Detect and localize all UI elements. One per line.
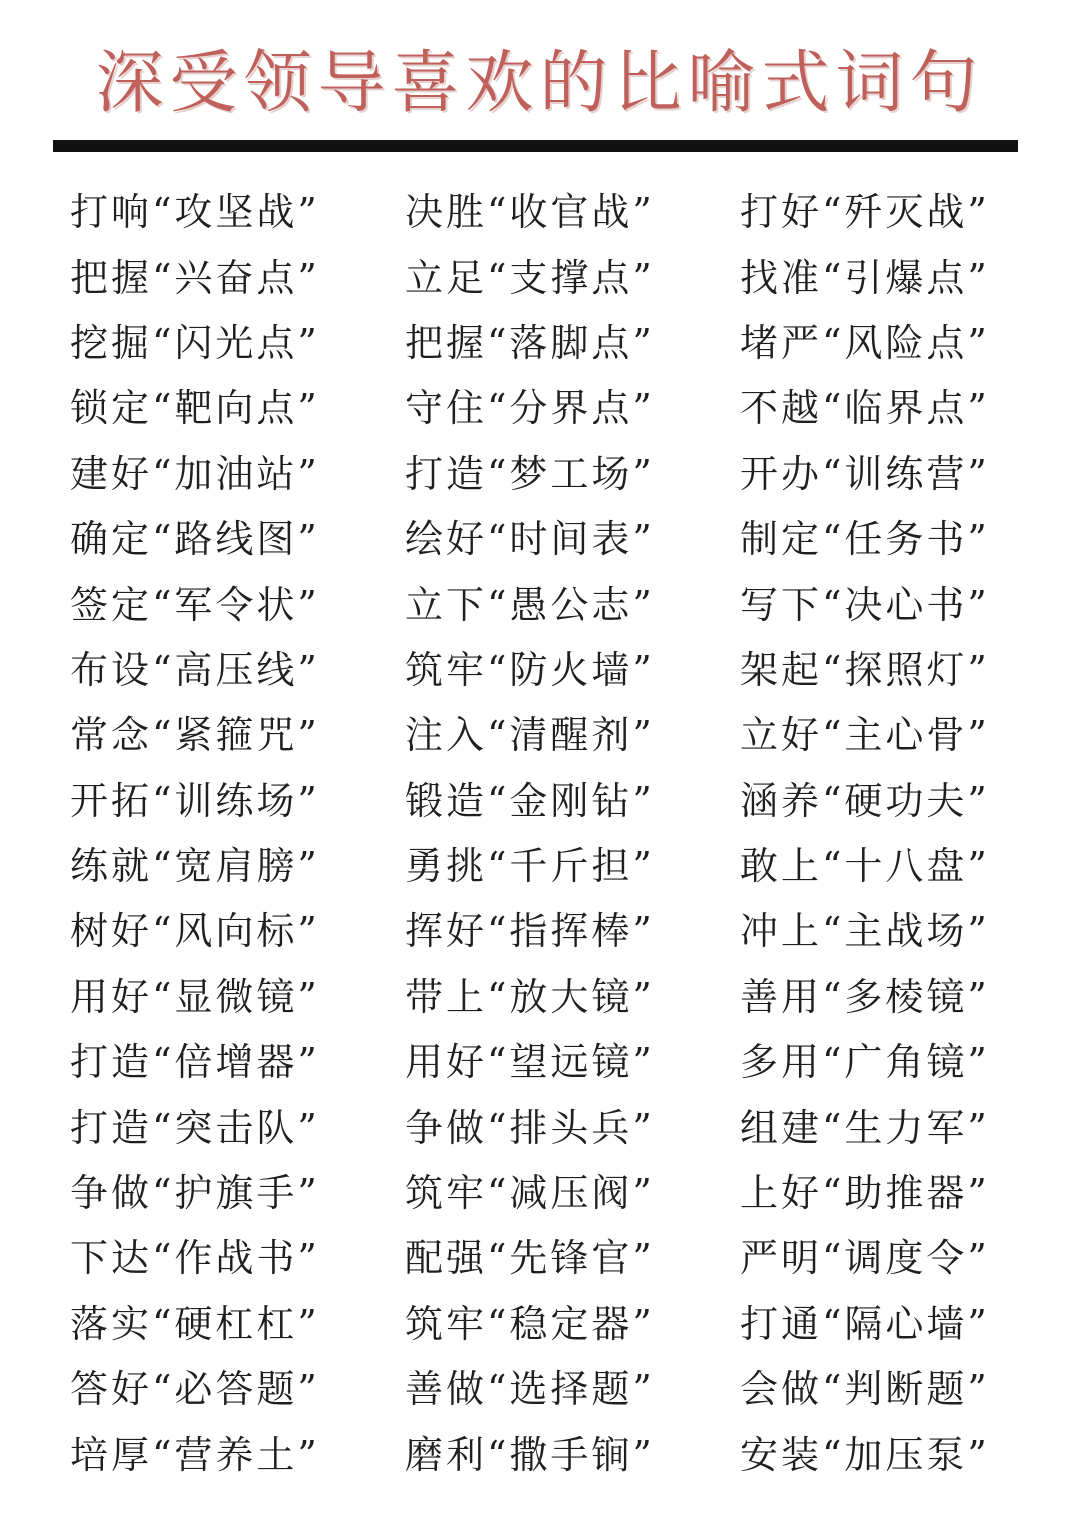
phrase-row xyxy=(70,703,1030,768)
phrase-item: 磨利“撒手锏” xyxy=(405,1432,655,1477)
phrase-item: 用好“望远镜” xyxy=(405,1040,655,1085)
phrase-row xyxy=(70,1422,1030,1487)
phrase-item: 上好“助推器” xyxy=(740,1171,990,1216)
phrase-row xyxy=(70,1161,1030,1226)
phrase-item: 筑牢“减压阀” xyxy=(405,1171,655,1216)
phrase-item: 锻造“金刚钻” xyxy=(405,778,655,823)
phrase-item: 建好“加油站” xyxy=(70,451,320,496)
phrase-item: 涵养“硬功夫” xyxy=(740,778,990,823)
phrase-list xyxy=(70,180,1030,1488)
phrase-item: 善做“选择题” xyxy=(405,1367,655,1412)
phrase-item: 挥好“指挥棒” xyxy=(405,909,655,954)
phrase-row xyxy=(70,769,1030,834)
phrase-item: 确定“路线图” xyxy=(70,517,320,562)
phrase-item: 答好“必答题” xyxy=(70,1367,320,1412)
phrase-item: 练就“宽肩膀” xyxy=(70,844,320,889)
phrase-item: 堵严“风险点” xyxy=(740,320,990,365)
phrase-item: 架起“探照灯” xyxy=(740,647,990,692)
page-title: 深受领导喜欢的比喻式词句 xyxy=(95,44,984,123)
phrase-item: 常念“紧箍咒” xyxy=(70,713,320,758)
phrase-row xyxy=(70,1226,1030,1291)
phrase-row xyxy=(70,1357,1030,1422)
phrase-item: 用好“显微镜” xyxy=(70,974,320,1019)
phrase-item: 培厚“营养土” xyxy=(70,1432,320,1477)
phrase-item: 争做“排头兵” xyxy=(405,1105,655,1150)
phrase-item: 组建“生力军” xyxy=(740,1105,990,1150)
phrase-item: 决胜“收官战” xyxy=(405,190,655,235)
phrase-item: 制定“任务书” xyxy=(740,517,990,562)
phrase-item: 不越“临界点” xyxy=(740,386,990,431)
phrase-row xyxy=(70,442,1030,507)
phrase-row xyxy=(70,638,1030,703)
phrase-item: 把握“落脚点” xyxy=(405,320,655,365)
phrase-item: 立足“支撑点” xyxy=(405,255,655,300)
phrase-item: 锁定“靶向点” xyxy=(70,386,320,431)
phrase-item: 勇挑“千斤担” xyxy=(405,844,655,889)
phrase-item: 立下“愚公志” xyxy=(405,582,655,627)
phrase-row xyxy=(70,834,1030,899)
phrase-row xyxy=(70,376,1030,441)
phrase-row xyxy=(70,899,1030,964)
phrase-item: 守住“分界点” xyxy=(405,386,655,431)
phrase-row xyxy=(70,1030,1030,1095)
phrase-item: 注入“清醒剂” xyxy=(405,713,655,758)
phrase-item: 带上“放大镜” xyxy=(405,974,655,1019)
phrase-item: 安装“加压泵” xyxy=(740,1432,990,1477)
phrase-item: 开拓“训练场” xyxy=(70,778,320,823)
phrase-row xyxy=(70,1095,1030,1160)
phrase-item: 落实“硬杠杠” xyxy=(70,1301,320,1346)
phrase-item: 签定“军令状” xyxy=(70,582,320,627)
phrase-item: 打响“攻坚战” xyxy=(70,190,320,235)
phrase-item: 打造“梦工场” xyxy=(405,451,655,496)
phrase-item: 严明“调度令” xyxy=(740,1236,990,1281)
phrase-item: 打造“突击队” xyxy=(70,1105,320,1150)
phrase-item: 争做“护旗手” xyxy=(70,1171,320,1216)
phrase-item: 打造“倍增器” xyxy=(70,1040,320,1085)
phrase-item: 善用“多棱镜” xyxy=(740,974,990,1019)
phrase-item: 写下“决心书” xyxy=(740,582,990,627)
phrase-item: 冲上“主战场” xyxy=(740,909,990,954)
phrase-item: 开办“训练营” xyxy=(740,451,990,496)
phrase-item: 立好“主心骨” xyxy=(740,713,990,758)
phrase-item: 敢上“十八盘” xyxy=(740,844,990,889)
phrase-item: 下达“作战书” xyxy=(70,1236,320,1281)
phrase-item: 打好“歼灭战” xyxy=(740,190,990,235)
phrase-row xyxy=(70,245,1030,310)
phrase-item: 树好“风向标” xyxy=(70,909,320,954)
phrase-row xyxy=(70,1292,1030,1357)
phrase-item: 筑牢“防火墙” xyxy=(405,647,655,692)
phrase-item: 会做“判断题” xyxy=(740,1367,990,1412)
phrase-item: 把握“兴奋点” xyxy=(70,255,320,300)
phrase-row xyxy=(70,311,1030,376)
title-divider xyxy=(53,140,1018,152)
phrase-item: 多用“广角镜” xyxy=(740,1040,990,1085)
phrase-item: 找准“引爆点” xyxy=(740,255,990,300)
phrase-row xyxy=(70,507,1030,572)
phrase-item: 绘好“时间表” xyxy=(405,517,655,562)
phrase-item: 筑牢“稳定器” xyxy=(405,1301,655,1346)
phrase-item: 配强“先锋官” xyxy=(405,1236,655,1281)
phrase-item: 打通“隔心墙” xyxy=(740,1301,990,1346)
phrase-row xyxy=(70,180,1030,245)
phrase-row xyxy=(70,572,1030,637)
phrase-item: 挖掘“闪光点” xyxy=(70,320,320,365)
phrase-row xyxy=(70,965,1030,1030)
phrase-item: 布设“高压线” xyxy=(70,647,320,692)
